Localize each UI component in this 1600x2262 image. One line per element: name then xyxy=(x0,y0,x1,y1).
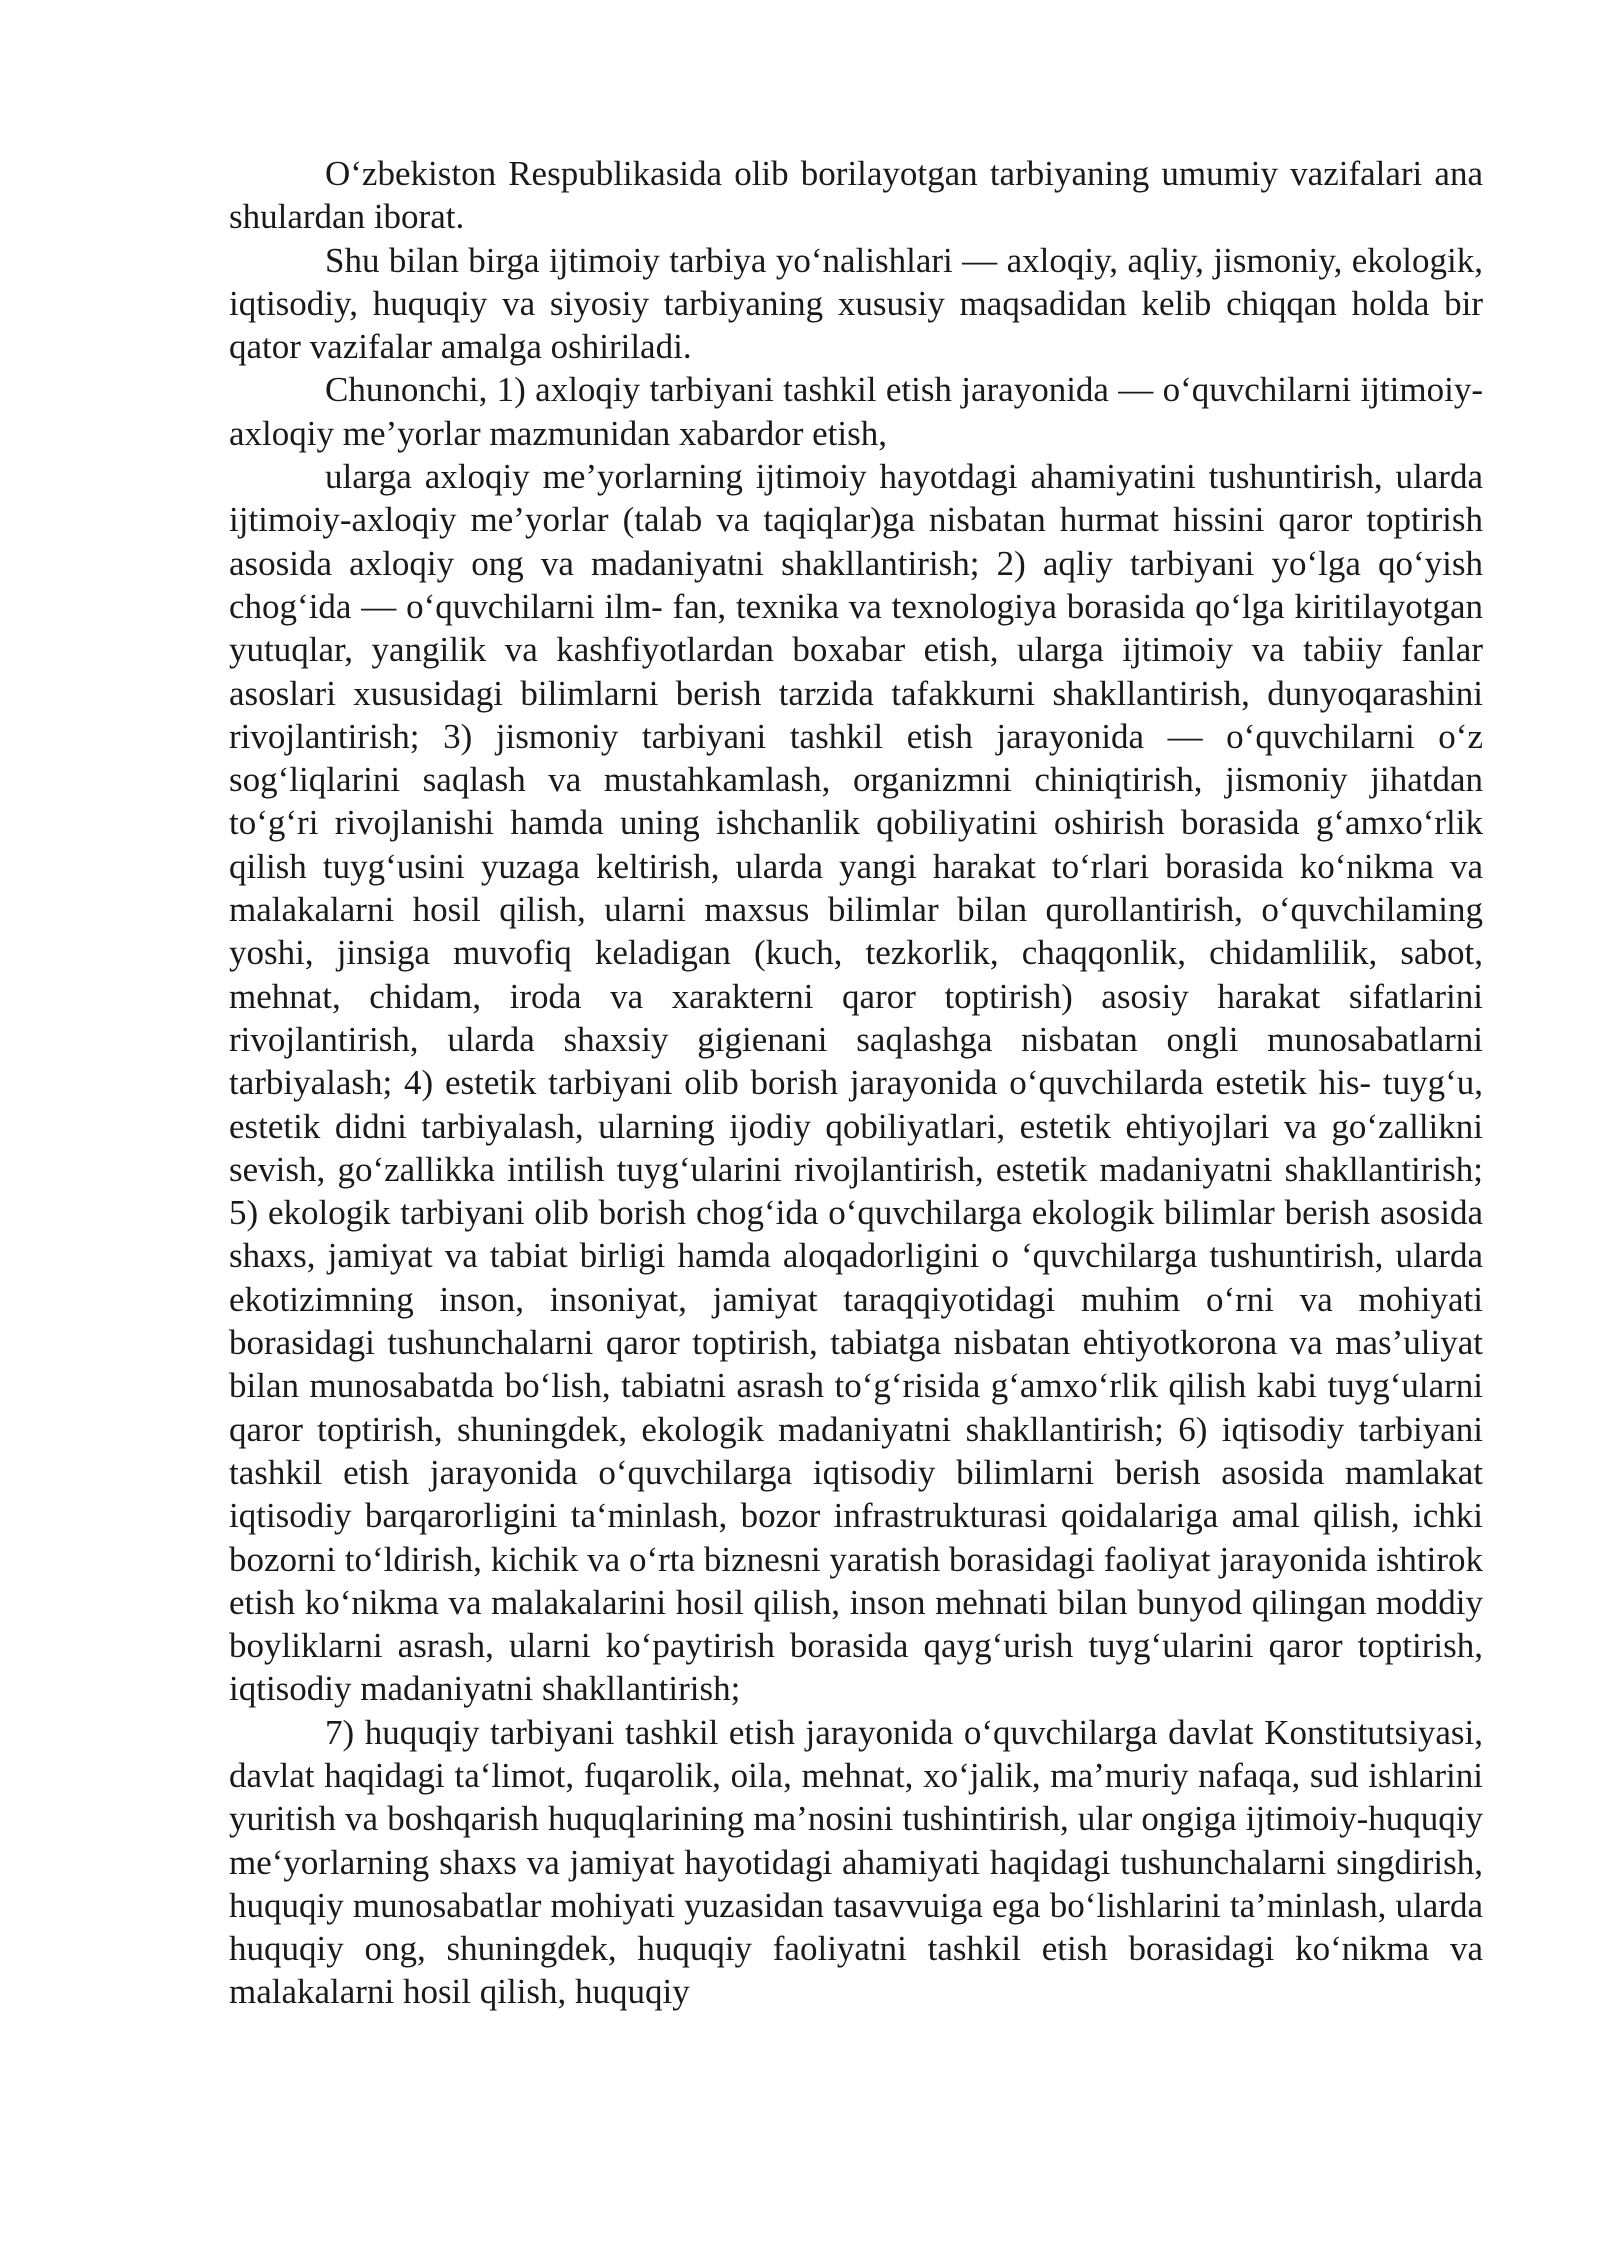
paragraph-2: Shu bilan birga ijtimoiy tarbiya yo‘nalishlari — axloqiy, aqliy, jismoniy, ekologik, iqtisodiy, huquqiy va siyosiy tarbiyaning xususiy maqsadidan kelib chiqqan holda bir qator vazifalar amalga oshiriladi. xyxy=(229,240,1483,367)
paragraph-5: 7) huquqiy tarbiyani tashkil etish jarayonida o‘quvchilarga davlat Konstitutsiyasi, davlat haqidagi ta‘limot, fuqarolik, oila, mehnat, xo‘jalik, ma’muriy nafaqa, sud ishlarini yuritish va boshqarish huquqlarining ma’nosini tushintirish, ular ongiga ijtimoiy-huquqiy me‘yorlarning shaxs va jamiyat hayotidagi ahamiyati haqidagi tushunchalarni singdirish, huquqiy munosabatlar mohiyati yuzasidan tasavvuiga ega bo‘lishlarini ta’minlash, ularda huquqiy ong, shuningdek, huquqiy faoliyatni tashkil etish borasidagi ko‘nikma va malakalarni hosil qilish, huquqiy xyxy=(229,1712,1483,2012)
paragraph-1: O‘zbekiston Respublikasida olib borilayotgan tarbiyaning umumiy vazifalari ana shulardan iborat. xyxy=(229,154,1483,237)
document-page xyxy=(229,152,1483,2014)
paragraph-3: Chunonchi, 1) axloqiy tarbiyani tashkil etish jarayonida — o‘quvchilarni ijtimoiy-axloqiy me’yorlar mazmunidan xabardor etish, xyxy=(229,370,1483,453)
paragraph-4: ularga axloqiy me’yorlarning ijtimoiy hayotdagi ahamiyatini tushuntirish, ularda ijtimoiy-axloqiy me’yorlar (talab va taqiqlar)ga nisbatan hurmat hissini qaror toptirish asosida axloqiy ong va madaniyatni shakllantirish; 2) aqliy tarbiyani yo‘lga qo‘yish chog‘ida — o‘quvchilarni ilm- fan, texnika va texnologiya borasida qo‘lga kiritilayotgan yutuqlar, yangilik va kashfiyotlardan boxabar etish, ularga ijtimoiy va tabiiy fanlar asoslari xususidagi bilimlarni berish tarzida tafakkurni shakllantirish, dunyoqarashini rivojlantirish; 3) jismoniy tarbiyani tashkil etish jarayonida — o‘quvchilarni o‘z sog‘liqlarini saqlash va mustahkamlash, organizmni chiniqtirish, jismoniy jihatdan to‘g‘ri rivojlanishi hamda uning ishchanlik qobiliyatini oshirish borasida g‘amxo‘rlik qilish tuyg‘usini yuzaga keltirish, ularda yangi harakat to‘rlari borasida ko‘nikma va malakalarni hosil qilish, ularni maxsus bilimlar bilan qurollantirish, o‘quvchilaming yoshi, jinsiga muvofiq keladigan (kuch, tezkorlik, chaqqonlik, chidamlilik, sabot, mehnat, chidam, iroda va xarakterni qaror toptirish) asosiy harakat sifatlarini rivojlantirish, ularda shaxsiy gigienani saqlashga nisbatan ongli munosabatlarni tarbiyalash; 4) estetik tarbiyani olib borish jarayonida o‘quvchilarda estetik his- tuyg‘u, estetik didni tarbiyalash, ularning ijodiy qobiliyatlari, estetik ehtiyojlari va go‘zallikni sevish, go‘zallikka intilish tuyg‘ularini rivojlantirish, estetik madaniyatni shakllantirish; 5) ekologik tarbiyani olib borish chog‘ida o‘quvchilarga ekologik bilimlar berish asosida shaxs, jamiyat va tabiat birligi hamda aloqadorligini o ‘quvchilarga tushuntirish, ularda ekotizimning inson, insoniyat, jamiyat taraqqiyotidagi muhim o‘rni va mohiyati borasidagi tushunchalarni qaror toptirish, tabiatga nisbatan ehtiyotkorona va mas’uliyat bilan munosabatda bo‘lish, tabiatni asrash to‘g‘risida g‘amxo‘rlik qilish kabi tuyg‘ularni qaror toptirish, shuningdek, ekologik madaniyatni shakllantirish; 6) iqtisodiy tarbiyani tashkil etish jarayonida o‘quvchilarga iqtisodiy bilimlarni berish asosida mamlakat iqtisodiy barqarorligini ta‘minlash, bozor infrastrukturasi qoidalariga amal qilish, ichki bozorni to‘ldirish, kichik va o‘rta biznesni yaratish borasidagi faoliyat jarayonida ishtirok etish ko‘nikma va malakalarini hosil qilish, inson mehnati bilan bunyod qilingan moddiy boyliklarni asrash, ularni ko‘paytirish borasida qayg‘urish tuyg‘ularini qaror toptirish, iqtisodiy madaniyatni shakllantirish; xyxy=(229,457,1483,1709)
